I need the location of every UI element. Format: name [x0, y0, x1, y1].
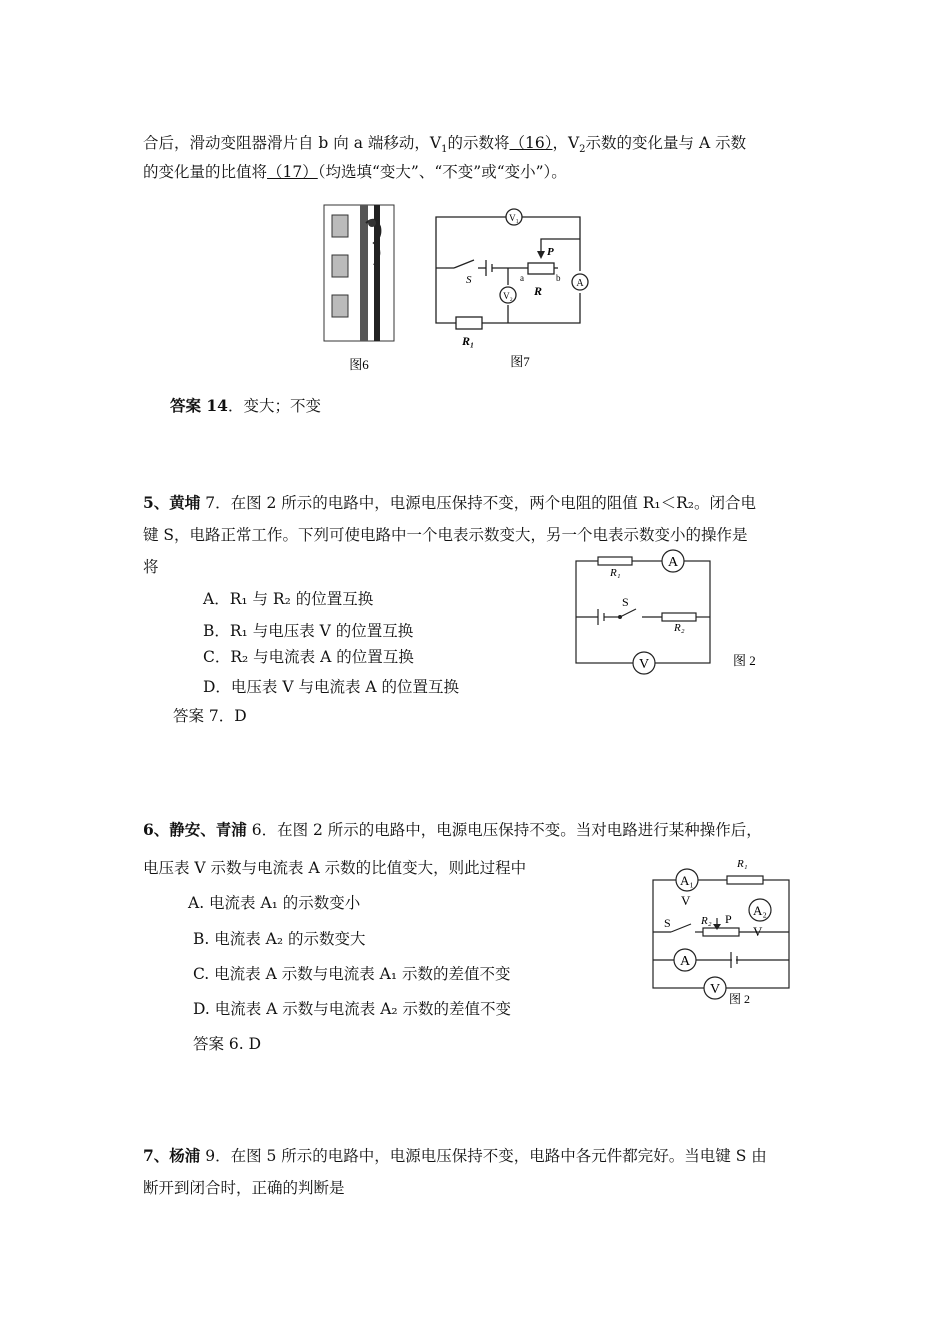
figure-6 [322, 203, 397, 373]
svg-text:R₂: R₂ [674, 622, 685, 634]
svg-text:V₁: V₁ [509, 213, 519, 223]
svg-text:A: A [667, 555, 679, 570]
svg-text:R₁: R₁ [610, 567, 621, 579]
svg-text:b: b [556, 273, 561, 283]
svg-text:R₂: R₂ [701, 915, 712, 927]
q6-stem-line1: 6、静安、青浦 6．在图 2 所示的电路中，电源电压保持不变。当对电路进行某种操作后， [143, 820, 762, 839]
svg-text:P: P [725, 912, 732, 926]
svg-text:A: A [679, 954, 691, 969]
svg-text:V: V [709, 982, 721, 997]
q6-number: 6、静安、青浦 [143, 820, 247, 839]
svg-text:S: S [622, 595, 629, 609]
q5-option-a: A．R₁ 与 R₂ 的位置互换 [203, 590, 374, 608]
q6-answer: 答案 6. D [193, 1035, 262, 1053]
q5-stem-line3: 将 [143, 558, 159, 576]
q7-stem-line1: 7、杨浦 9．在图 5 所示的电路中，电源电压保持不变，电路中各元件都完好。当电键 S 由 [143, 1146, 767, 1165]
q4-answer: 答案 14．变大；不变 [170, 396, 321, 415]
svg-text:V: V [638, 657, 650, 672]
q5-number: 5、黄埔 [143, 493, 201, 512]
svg-text:R₁: R₁ [737, 858, 748, 870]
q4-line1: 合后，滑动变阻器滑片自 b 向 a 端移动，$V_1$的示数将（16），$V_2$示数的变化量与 A 示数 [143, 134, 747, 156]
blank-16: （16） [509, 134, 553, 152]
q5-option-b: B．R₁ 与电压表 V 的位置互换 [203, 622, 414, 640]
q6-option-d: D. 电流表 A 示数与电流表 A₂ 示数的差值不变 [193, 1000, 512, 1018]
fig7-caption: 图7 [510, 354, 530, 369]
svg-text:V: V [681, 893, 691, 908]
q5-stem-line2: 键 S，电路正常工作。下列可使电路中一个电表示数变大，另一个电表示数变小的操作是 [143, 526, 748, 544]
q5-option-d: D．电压表 V 与电流表 A 的位置互换 [203, 678, 460, 696]
figure-7 [428, 203, 608, 373]
q4-line2: 的变化量的比值将（17）（均选填“变大”、“不变”或“变小”）。 [143, 163, 567, 181]
q5-stem-line1: 5、黄埔 7．在图 2 所示的电路中，电源电压保持不变，两个电阻的阻值 R₁＜R₂。闭合电 [143, 493, 756, 512]
q5-fig-caption: 图 2 [733, 653, 756, 668]
q5-option-c: C．R₂ 与电流表 A 的位置互换 [203, 648, 414, 666]
svg-text:a: a [520, 273, 524, 283]
svg-text:V: V [753, 924, 763, 939]
svg-text:R: R [534, 284, 543, 298]
q5-answer: 答案 7．D [173, 707, 247, 725]
q7-number: 7、杨浦 [143, 1146, 201, 1165]
q5-figure-2 [570, 545, 770, 680]
fig6-caption: 图6 [349, 357, 369, 372]
svg-text:A: A [576, 278, 584, 289]
q7-stem-line2: 断开到闭合时，正确的判断是 [143, 1179, 345, 1197]
blank-17: （17） [267, 163, 318, 181]
q6-fig-caption: 图 2 [729, 992, 751, 1006]
svg-text:P: P [547, 246, 554, 258]
q6-option-b: B. 电流表 A₂ 的示数变大 [193, 930, 366, 948]
svg-text:A₁: A₁ [680, 873, 694, 888]
q6-stem-line2: 电压表 V 示数与电流表 A 示数的比值变大，则此过程中 [143, 859, 527, 877]
svg-text:S: S [466, 274, 472, 286]
svg-text:A₂: A₂ [753, 903, 767, 918]
svg-text:V₂: V₂ [503, 291, 513, 301]
q6-option-c: C. 电流表 A 示数与电流表 A₁ 示数的差值不变 [193, 965, 511, 983]
q6-option-a: A. 电流表 A₁ 的示数变小 [188, 894, 361, 912]
svg-text:R₁: R₁ [462, 334, 475, 348]
q6-figure-2 [645, 852, 805, 1012]
svg-text:S: S [664, 916, 671, 930]
